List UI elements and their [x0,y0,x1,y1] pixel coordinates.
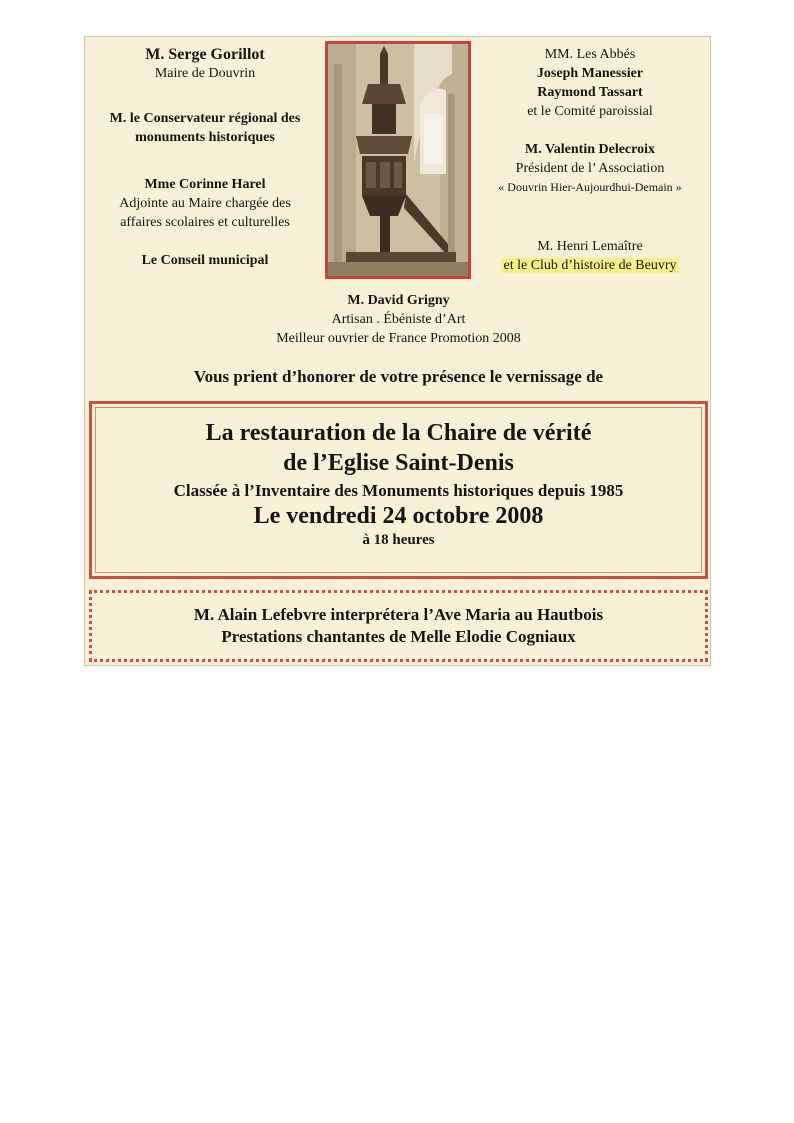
pulpit-photo [325,41,471,279]
grigny-line1: Artisan . Ébéniste d’Art [331,312,466,327]
conservateur-line1: M. le Conservateur régional des [109,111,301,126]
conseil-municipal: Le Conseil municipal [141,253,269,268]
event-date: Le vendredi 24 octobre 2008 [253,503,544,529]
adjointe-line1: Adjointe au Maire chargée des [119,196,291,211]
comite-paroissial: et le Comité paroissial [527,104,653,119]
pulpit-illustration [328,44,468,276]
lemaitre-block [470,237,710,275]
club-histoire: et le Club d’histoire de Beuvry [503,258,677,273]
abbe-tassart: Raymond Tassart [537,85,643,100]
conservateur-line2: monuments historiques [135,130,275,145]
event-classification: Classée à l’Inventaire des Monuments historiques depuis 1985 [173,481,624,500]
grigny-block [85,291,712,348]
invitation-card [84,36,711,666]
event-title-line2: de l’Eglise Saint-Denis [283,450,514,476]
delecroix-name: M. Valentin Delecroix [524,142,655,157]
event-box [89,401,708,579]
adjointe-name: Mme Corinne Harel [144,177,266,192]
conservateur-block [85,109,325,147]
event-title-line1: La restauration de la Chaire de vérité [205,420,592,446]
adjointe-line2: affaires scolaires et culturelles [120,215,290,230]
delecroix-title: Président de l’ Association [515,161,665,176]
mayor-title: Maire de Douvrin [154,66,256,81]
association-name: « Douvrin Hier-Aujourdhui-Demain » [498,180,682,194]
event-time: à 18 heures [362,532,435,548]
invitation-text: Vous prient d’honorer de votre présence le vernissage de [193,367,604,386]
grigny-name: M. David Grigny [347,293,450,308]
mayor-name: M. Serge Gorillot [145,46,265,63]
grigny-line2: Meilleur ouvrier de France Promotion 2008 [276,331,521,346]
performance-line1: M. Alain Lefebvre interprétera l’Ave Maria au Hautbois [193,605,604,624]
performance-line2: Prestations chantantes de Melle Elodie Cogniaux [221,627,576,646]
adjointe-block [85,175,325,232]
lemaitre-name: M. Henri Lemaître [537,239,643,254]
performance-box [89,590,708,662]
abbes-label: MM. Les Abbés [544,47,636,62]
delecroix-block [470,140,710,197]
abbe-manessier: Joseph Manessier [536,66,644,81]
mayor-block [85,45,325,83]
abbes-block [470,45,710,121]
